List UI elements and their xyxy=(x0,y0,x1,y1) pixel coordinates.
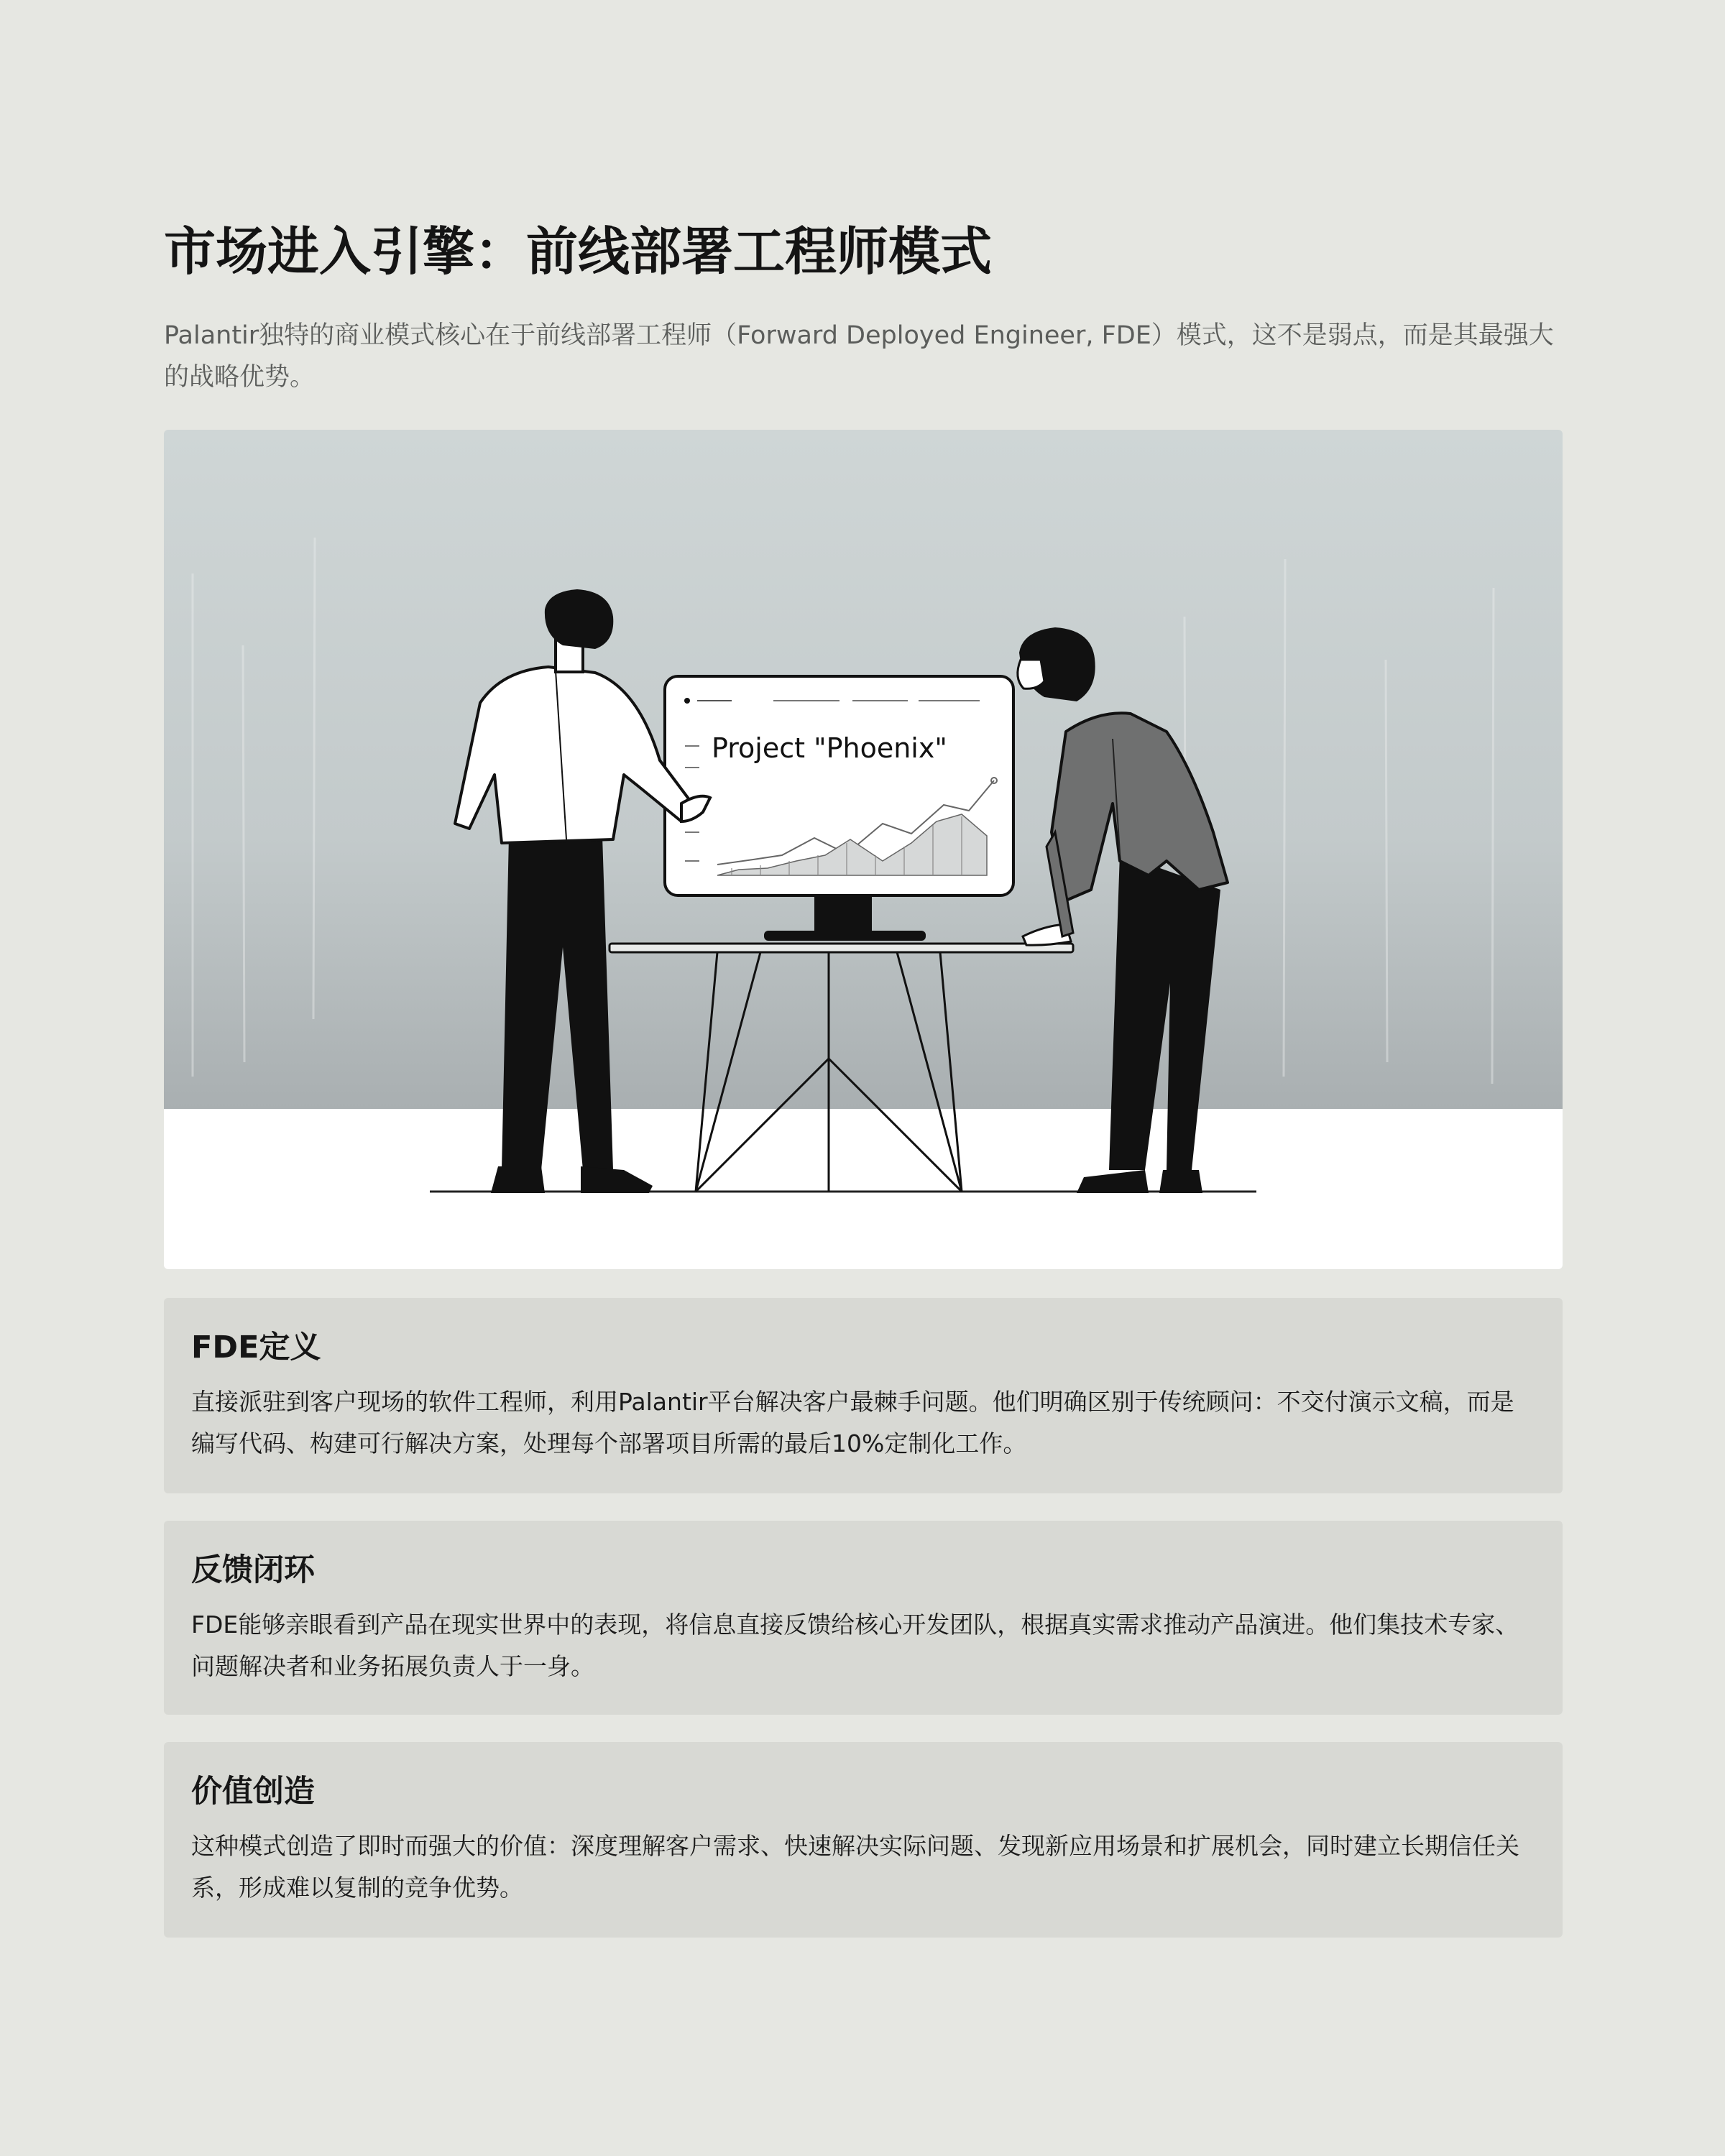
card-heading: 反馈闭环 xyxy=(191,1552,315,1588)
card-body: 直接派驻到客户现场的软件工程师，利用Palantir平台解决客户最棘手问题。他们明确区别于传统顾问：不交付演示文稿，而是编写代码、构建可行解决方案，处理每个部署项目所需的最后10%定制化工作。 xyxy=(191,1388,1514,1457)
card-body: FDE能够亲眼看到产品在现实世界中的表现，将信息直接反馈给核心开发团队，根据真实需求推动产品演进。他们集技术专家、问题解决者和业务拓展负责人于一身。 xyxy=(191,1611,1519,1680)
page-subtitle: Palantir独特的商业模式核心在于前线部署工程师（Forward Deployed Engineer, FDE）模式，这不是弱点，而是其最强大的战略优势。 xyxy=(164,321,1554,392)
card-feedback-loop xyxy=(164,1521,1563,1715)
card-heading: 价值创造 xyxy=(191,1774,315,1810)
floor xyxy=(164,1109,1563,1269)
card-body: 这种模式创造了即时而强大的价值：深度理解客户需求、快速解决实际问题、发现新应用场景和扩展机会，同时建立长期信任关系，形成难以复制的竞争优势。 xyxy=(191,1832,1519,1902)
card-fde-definition xyxy=(164,1298,1563,1493)
hero-illustration xyxy=(164,430,1563,1269)
card-heading: FDE定义 xyxy=(191,1330,321,1365)
page-title: 市场进入引擎：前线部署工程师模式 xyxy=(164,221,993,282)
card-value-creation xyxy=(164,1742,1563,1938)
screen-title: Project "Phoenix" xyxy=(712,732,947,764)
